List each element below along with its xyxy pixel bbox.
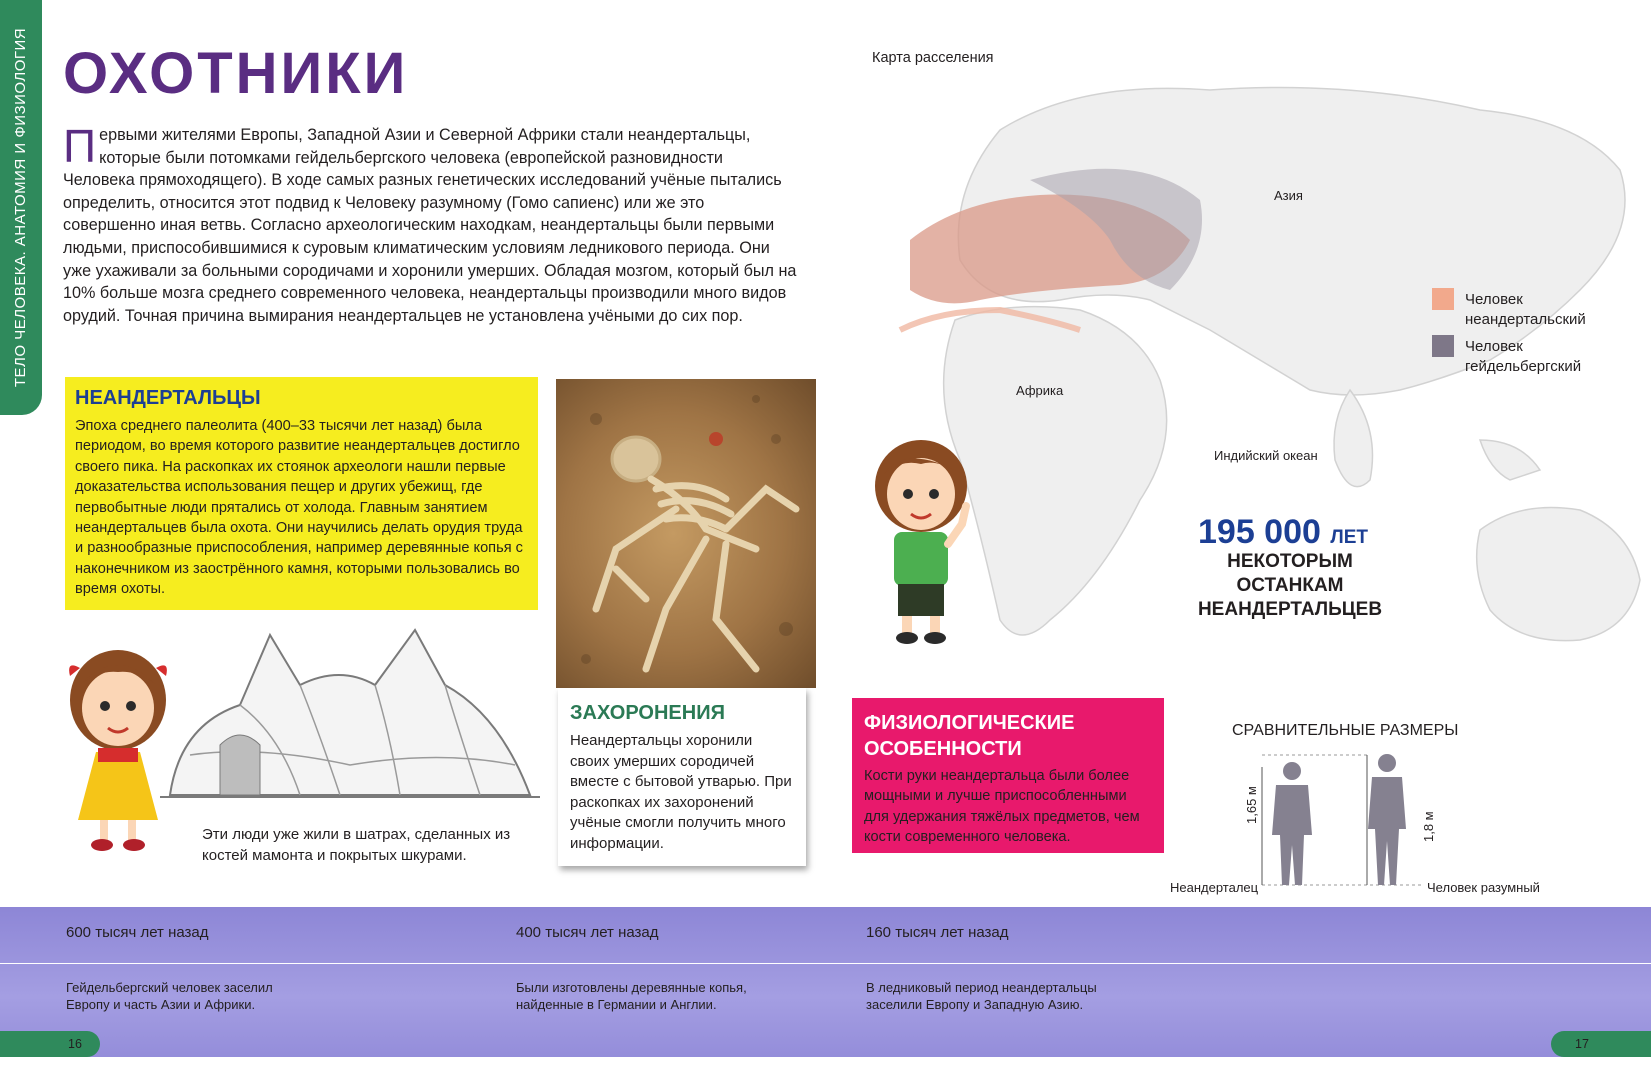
timeline-desc-2	[516, 979, 747, 1013]
stat-caption-line3: НЕАНДЕРТАЛЬЦЕВ	[1197, 599, 1383, 620]
stat-caption-line2: ОСТАНКАМ	[1236, 575, 1344, 596]
comparison-height-neanderthal: 1,65 м	[1244, 786, 1259, 824]
boy-illustration	[866, 434, 976, 649]
physiology-box	[852, 698, 1164, 853]
timeline-desc-2-line2: найденные в Германии и Англии.	[516, 997, 717, 1012]
timeline-desc-3-line1: В ледниковый период неандертальцы	[866, 980, 1097, 995]
skeleton-burial-photo	[556, 379, 816, 688]
intro-text: ервыми жителями Европы, Западной Азии и Северной Африки стали неандертальцы, которые были потомками гейдельбергского человека (европейской разновидности Человека прямоходящего). В ходе самых разных генетических исследований учёные пытались определить, относится этот подвид к Человеку разумному (Гомо сапиенс) или же это совершенно иная ветвь. Согласно археологическим находкам, неандертальцы были первыми людьми, приспособившимися к суровым климатическим условиям ледникового периода. Они уже ухаживали за больными сородичами и хоронили умерших. Обладая мозгом, который был на 10% больше мозга среднего современного человека, неандертальцы производили много видов орудий. Точная причина вымирания неандертальцев не установлена учёными до сих пор.	[63, 126, 797, 325]
mammoth-bone-tent-illustration	[160, 625, 540, 805]
timeline-band	[0, 907, 1651, 1057]
burials-text: Неандертальцы хоронили своих умерших сородичей вместе с бытовой утварью. При раскопках их захоронений учёные смогли получить много информации.	[570, 732, 792, 852]
stat-caption	[1190, 550, 1390, 622]
legend-label-heidelberg: Человек гейдельбергский	[1465, 338, 1582, 375]
neanderthals-text: Эпоха среднего палеолита (400–33 тысячи лет назад) была периодом, во время которого развитие неандертальцев достигло своего пика. На раскопках их стоянок археологи нашли первые доказательства использования пещер и других убежищ, где первобытные люди прятались от холода. Главным занятием неандертальцев была охота. Они научились делать орудия труда и разнообразные приспособления, например деревянные копья с наконечником из заострённого камня, которыми пользовались во время охоты.	[75, 418, 523, 598]
neanderthals-box	[65, 377, 538, 610]
timeline-desc-1-line2: Европу и часть Азии и Африки.	[66, 997, 256, 1012]
tent-caption: Эти люди уже жили в шатрах, сделанных из костей мамонта и покрытых шкурами.	[202, 826, 511, 864]
physiology-text: Кости руки неандертальца были более мощными и лучше приспособленными для удержания тяжёлых предметов, чем кости современного человека.	[864, 768, 1140, 846]
physiology-heading-line1: ФИЗИОЛОГИЧЕСКИЕ	[864, 712, 1075, 734]
map-title: Карта расселения	[872, 50, 994, 66]
comparison-label-sapiens: Человек разумный	[1427, 880, 1540, 895]
physiology-heading	[864, 710, 1152, 762]
timeline-desc-2-line1: Были изготовлены деревянные копья,	[516, 980, 747, 995]
section-side-tab-label: ТЕЛО ЧЕЛОВЕКА. АНАТОМИЯ И ФИЗИОЛОГИЯ	[12, 27, 30, 388]
burials-box	[558, 688, 806, 866]
timeline-divider	[0, 963, 1651, 964]
legend-label-neanderthal: Человек неандертальский	[1465, 291, 1586, 328]
timeline-desc-1-line1: Гейдельбергский человек заселил	[66, 980, 273, 995]
stat-caption-line1: НЕКОТОРЫМ	[1227, 551, 1353, 572]
map-label-asia: Азия	[1274, 188, 1303, 203]
page-number-left: 16	[0, 1031, 100, 1057]
stat-number-value: 195 000	[1198, 513, 1321, 551]
timeline-desc-3	[866, 979, 1097, 1013]
map-label-indian-ocean: Индийский океан	[1214, 448, 1318, 463]
neanderthals-heading: НЕАНДЕРТАЛЬЦЫ	[75, 387, 261, 409]
page-title: ОХОТНИКИ	[63, 41, 409, 106]
comparison-title: СРАВНИТЕЛЬНЫЕ РАЗМЕРЫ	[1232, 722, 1459, 739]
skeleton-illustration	[556, 379, 816, 688]
page-number-right: 17	[1551, 1031, 1651, 1057]
map-label-africa: Африка	[1016, 383, 1064, 398]
timeline-date-2: 400 тысяч лет назад	[516, 924, 659, 941]
timeline-date-1: 600 тысяч лет назад	[66, 924, 209, 941]
stat-number-unit: ЛЕТ	[1330, 527, 1368, 548]
intro-dropcap: П	[63, 120, 97, 172]
stat-number	[1198, 513, 1368, 552]
burials-heading: ЗАХОРОНЕНИЯ	[570, 702, 725, 724]
comparison-label-neanderthal: Неандерталец	[1170, 880, 1259, 895]
timeline-date-3: 160 тысяч лет назад	[866, 924, 1009, 941]
timeline-desc-1	[66, 979, 273, 1013]
physiology-heading-line2: ОСОБЕННОСТИ	[864, 738, 1022, 760]
intro-paragraph	[63, 120, 798, 327]
section-side-tab	[0, 0, 42, 415]
comparison-height-sapiens: 1,8 м	[1421, 811, 1436, 842]
size-comparison-figures	[1162, 745, 1582, 895]
legend-swatch-neanderthal	[1432, 288, 1454, 310]
legend-swatch-heidelberg	[1432, 335, 1454, 357]
timeline-desc-3-line2: заселили Европу и Западную Азию.	[866, 997, 1084, 1012]
